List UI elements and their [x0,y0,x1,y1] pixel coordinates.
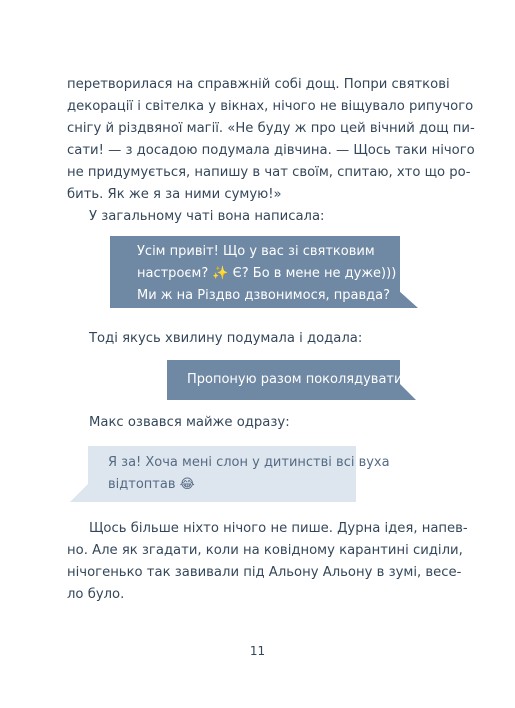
narration-3 [67,412,447,434]
chat-message-2 [167,360,407,400]
chat-message-1-tail [398,290,418,308]
paragraph-2-line: но. Але як згадати, коли на ковідному карантині сиділи, [67,543,463,558]
paragraph-1-line: не придумується, напишу в чат своїм, спитаю, хто що ро- [67,165,471,180]
paragraph-1-line: перетворилася на справжній собі дощ. Попри святкові [67,77,450,92]
page-number: 11 [249,644,266,658]
narration-1 [67,206,447,228]
paragraph-2-line: Щось більше ніхто нічого не пише. Дурна ідея, напев- [89,521,468,536]
chat-message-1 [110,236,400,308]
paragraph-2 [67,518,468,606]
narration-1-text: У загальному чаті вона написала: [89,209,325,224]
narration-2 [67,328,447,350]
narration-2-text: Тоді якусь хвилину подумала і додала: [89,331,363,346]
paragraph-1-line: снігу й різдвяної магії. «Не буду ж про цей вічний дощ пи- [67,121,475,136]
chat-message-1-line: настроєм? ✨ Є? Бо в мене не дуже))) [137,266,397,281]
chat-message-1-line: Усім привіт! Що у вас зі святковим [137,244,375,259]
paragraph-2-line: нічогенько так завивали під Альону Альону в зумі, весе- [67,565,462,580]
chat-message-3 [88,446,390,502]
chat-message-2-line: Пропоную разом поколядувати. [187,372,407,387]
paragraph-1-line: бить. Як же я за ними сумую!» [67,187,282,202]
paragraph-1-line: сати! — з досадою подумала дівчина. — Щось таки нічого [67,143,475,158]
paragraph-2-line: ло було. [67,587,125,602]
chat-message-3-line: Я за! Хоча мені слон у дитинстві всі вуха [108,455,390,470]
paragraph-1 [67,74,475,206]
narration-3-text: Макс озвався майже одразу: [89,415,290,430]
paragraph-1-line: декорації і світелка у вікнах, нічого не віщувало рипучого [67,99,474,114]
chat-message-1-line: Ми ж на Різдво дзвонимося, правда? [137,288,391,303]
chat-message-3-line: відтоптав 😂 [108,477,195,492]
chat-message-2-tail [398,382,416,400]
chat-message-3-tail [70,484,88,502]
